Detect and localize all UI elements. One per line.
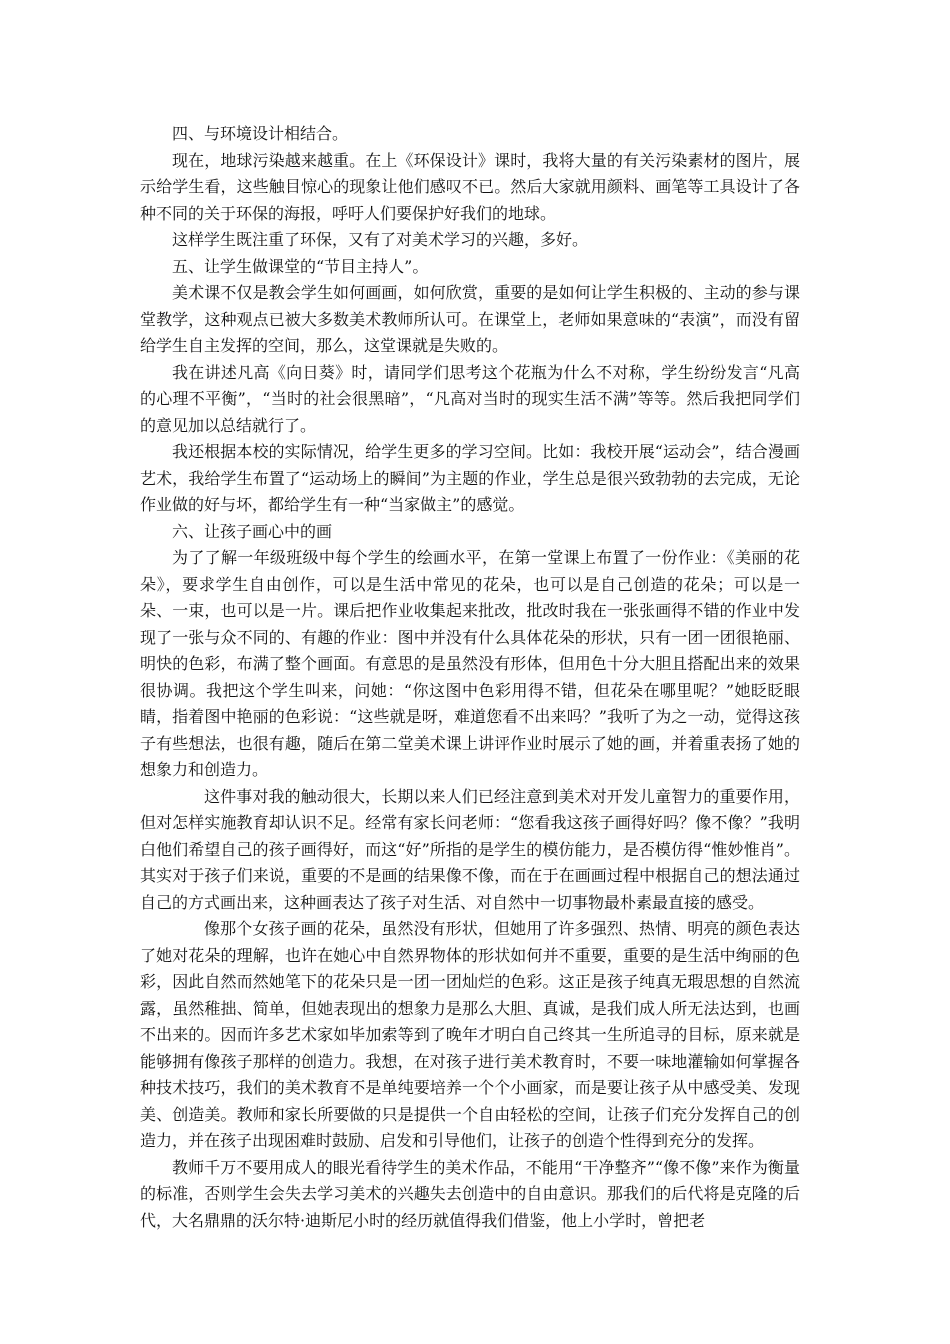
paragraph: 这件事对我的触动很大，长期以来人们已经注意到美术对开发儿童智力的重要作用，但对怎样实施教育却认识不足。经常有家长问老师：“您看我这孩子画得好吗？像不像？”我明白他们希望自己的孩子画得好，而这“好”所指的是学生的模仿能力，是否模仿得“惟妙惟肖”。其实对于孩子们来说，重要的不是画的结果像不像，而在于在画画过程中根据自己的想法通过自己的方式画出来，这种画表达了孩子对生活、对自然中一切事物最朴素最直接的感受。 [140,786,800,912]
paragraph: 教师千万不要用成人的眼光看待学生的美术作品，不能用“干净整齐”“像不像”来作为衡量的标准，否则学生会失去学习美术的兴趣失去创造中的自由意识。那我们的后代将是克隆的后代，大名鼎鼎的沃尔特·迪斯尼小时的经历就值得我们借鉴，他上小学时，曾把老 [140,1157,800,1230]
paragraph: 像那个女孩子画的花朵，虽然没有形状，但她用了许多强烈、热情、明亮的颜色表达了她对花朵的理解，也许在她心中自然界物体的形状如何并不重要，重要的是生活中绚丽的色彩，因此自然而然她笔下的花朵只是一团一团灿烂的色彩。这正是孩子纯真无瑕思想的自然流露，虽然稚拙、简单，但她表现出的想象力是那么大胆、真诚，是我们成人所无法达到，也画不出来的。因而许多艺术家如毕加索等到了晚年才明白自己终其一生所追寻的目标，原来就是能够拥有像孩子那样的创造力。我想，在对孩子进行美术教育时，不要一味地灌输如何掌握各种技术技巧，我们的美术教育不是单纯要培养一个个小画家，而是要让孩子从中感受美、发现美、创造美。教师和家长所要做的只是提供一个自由轻松的空间，让孩子们充分发挥自己的创造力，并在孩子出现困难时鼓励、启发和引导他们，让孩子的创造个性得到充分的发挥。 [140,919,800,1150]
section-heading-5: 五、让学生做课堂的“节目主持人”。 [172,256,429,276]
paragraph: 我还根据本校的实际情况，给学生更多的学习空间。比如：我校开展“运动会”，结合漫画艺术，我给学生布置了“运动场上的瞬间”为主题的作业，学生总是很兴致勃勃的去完成，无论作业做的好与坏，都给学生有一种“当家做主”的感觉。 [140,442,800,514]
paragraph: 我在讲述凡高《向日葵》时，请同学们思考这个花瓶为什么不对称，学生纷纷发言“凡高的心理不平衡”，“当时的社会很黑暗”，“凡高对当时的现实生活不满”等等。然后我把同学们的意见加以总结就行了。 [140,362,800,435]
section-heading-6: 六、让孩子画心中的画 [172,521,333,541]
paragraph: 现在，地球污染越来越重。在上《环保设计》课时，我将大量的有关污染素材的图片，展示给学生看，这些触目惊心的现象让他们感叹不已。然后大家就用颜料、画笔等工具设计了各种不同的关于环保的海报，呼吁人们要保护好我们的地球。 [140,150,800,223]
paragraph: 美术课不仅是教会学生如何画画，如何欣赏，重要的是如何让学生积极的、主动的参与课堂教学，这种观点已被大多数美术教师所认可。在课堂上，老师如果意味的“表演”，而没有留给学生自主发挥的空间，那么，这堂课就是失败的。 [140,283,800,355]
paragraph: 这样学生既注重了环保，又有了对美术学习的兴趣，多好。 [172,230,589,249]
section-heading-4: 四、与环境设计相结合。 [172,124,349,143]
paragraph: 为了了解一年级班级中每个学生的绘画水平，在第一堂课上布置了一份作业：《美丽的花朵》，要求学生自由创作，可以是生活中常见的花朵，也可以是自己创造的花朵；可以是一朵、一束，也可以是一片。课后把作业收集起来批改，批改时我在一张张画得不错的作业中发现了一张与众不同的、有趣的作业：图中并没有什么具体花朵的形状，只有一团一团很艳丽、明快的色彩，布满了整个画面。有意思的是虽然没有形体，但用色十分大胆且搭配出来的效果很协调。我把这个学生叫来，问她：“你这图中色彩用得不错，但花朵在哪里呢？”她眨眨眼睛，指着图中艳丽的色彩说：“这些就是呀，难道您看不出来吗？”我听了为之一动，觉得这孩子有些想法，也很有趣，随后在第二堂美术课上讲评作业时展示了她的画，并着重表扬了她的想象力和创造力。 [140,548,800,779]
